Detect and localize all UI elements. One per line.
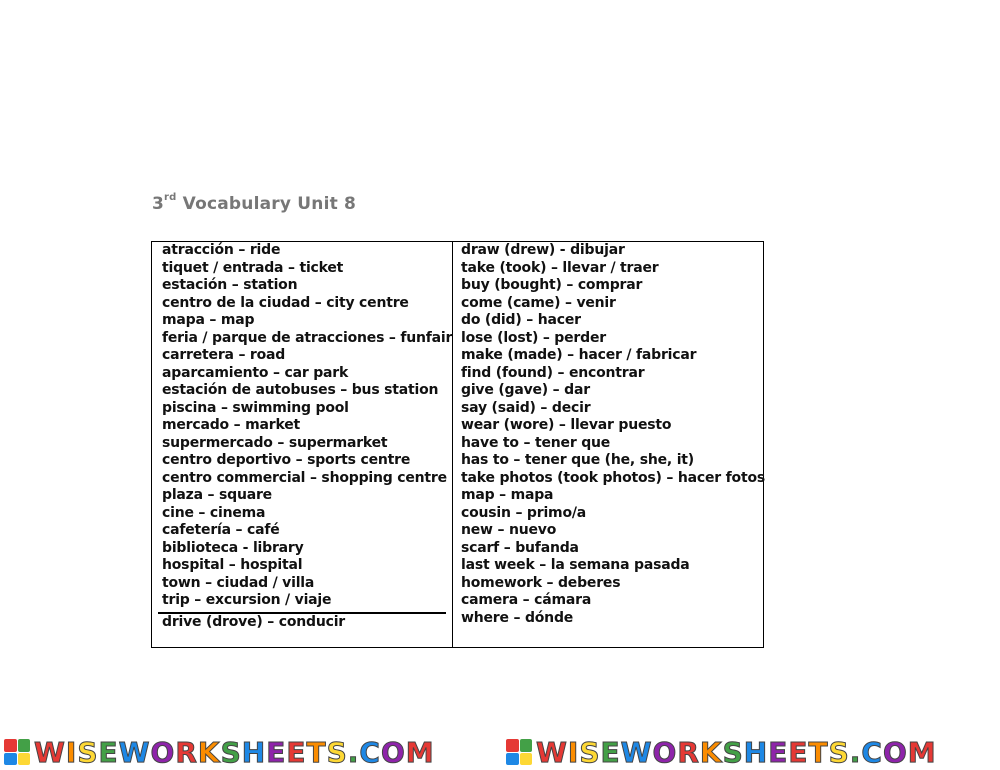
watermark-text: [34, 736, 435, 769]
vocab-item: feria / parque de atracciones – funfair: [162, 329, 453, 346]
watermark-letter: W: [118, 735, 151, 769]
watermark-logo-icon: [4, 739, 30, 765]
vocab-item: cafetería – café: [162, 522, 280, 538]
vocab-item: mercado – market: [162, 417, 300, 433]
vocab-item: take (took) – llevar / traer: [461, 259, 659, 276]
vocab-item: piscina – swimming pool: [162, 399, 349, 416]
watermark-letter: C: [861, 735, 883, 769]
vocabulary-table: [151, 241, 764, 648]
vocab-item: come (came) – venir: [461, 294, 616, 311]
vocab-item: draw (drew) - dibujar: [461, 242, 625, 258]
vocab-item: plaza – square: [162, 487, 272, 503]
watermark-letter: W: [620, 735, 653, 769]
column-divider: [452, 242, 453, 647]
vocab-item: estación de autobuses – bus station: [162, 382, 439, 398]
vocab-item-extra: drive (drove) – conducir: [162, 614, 346, 630]
vocab-item: do (did) – hacer: [461, 312, 581, 328]
logo-square: [506, 739, 519, 752]
watermark-letter: E: [286, 735, 307, 769]
watermark-letter: .: [849, 735, 862, 769]
watermark-letter: S: [220, 735, 242, 769]
watermark-letter: S: [326, 735, 348, 769]
title-ordinal-suffix: rd: [164, 192, 177, 203]
vocab-item: have to – tener que: [461, 434, 611, 451]
vocab-item: estación – station: [162, 277, 298, 293]
watermark-letter: O: [882, 735, 908, 769]
vocab-item: new – nuevo: [461, 522, 557, 538]
watermark-letter: T: [808, 735, 829, 769]
logo-square: [520, 753, 533, 766]
watermark-letter: S: [722, 735, 744, 769]
watermark-letter: W: [536, 735, 568, 769]
watermark-letter: O: [380, 735, 406, 769]
vocab-item: biblioteca - library: [162, 539, 304, 556]
vocab-item: wear (wore) – llevar puesto: [461, 417, 672, 433]
watermark-letter: T: [306, 735, 327, 769]
verbs-column: [461, 242, 766, 627]
vocab-item: take photos (took photos) – hacer fotos: [461, 469, 766, 486]
vocab-item: cousin – primo/a: [461, 504, 587, 521]
watermark-letter: W: [34, 735, 66, 769]
vocab-item: give (gave) – dar: [461, 382, 590, 398]
watermark-footer: [0, 734, 1000, 770]
vocab-item: supermercado – supermarket: [162, 434, 388, 451]
vocab-item: cine – cinema: [162, 504, 266, 521]
watermark-letter: S: [828, 735, 850, 769]
logo-square: [18, 753, 31, 766]
logo-square: [520, 739, 533, 752]
vocab-item: mapa – map: [162, 312, 255, 328]
vocab-item: aparcamiento – car park: [162, 364, 349, 381]
vocab-item: carretera – road: [162, 347, 286, 363]
watermark-letter: I: [65, 735, 78, 769]
vocab-item: scarf – bufanda: [461, 539, 579, 556]
watermark-right: [506, 736, 937, 768]
logo-square: [506, 753, 519, 766]
vocab-item: trip – excursion / viaje: [162, 592, 332, 608]
watermark-letter: .: [347, 735, 360, 769]
watermark-letter: R: [175, 735, 198, 769]
vocab-item: hospital – hospital: [162, 557, 303, 573]
watermark-letter: S: [579, 735, 601, 769]
watermark-letter: H: [743, 735, 769, 769]
watermark-letter: E: [788, 735, 809, 769]
vocab-item: has to – tener que (he, she, it): [461, 452, 694, 468]
vocab-item: centro commercial – shopping centre: [162, 469, 447, 486]
vocab-item: say (said) – decir: [461, 399, 591, 416]
vocab-item: town – ciudad / villa: [162, 574, 315, 591]
watermark-letter: O: [652, 735, 678, 769]
vocab-item: centro deportivo – sports centre: [162, 452, 411, 468]
watermark-letter: I: [567, 735, 580, 769]
vocab-item: atracción – ride: [162, 242, 281, 258]
vocab-item: camera – cámara: [461, 592, 592, 608]
watermark-letter: R: [677, 735, 700, 769]
watermark-letter: M: [405, 735, 435, 769]
title-number: 3: [152, 194, 165, 214]
watermark-letter: S: [77, 735, 99, 769]
watermark-text: [536, 736, 937, 769]
vocab-item: homework – deberes: [461, 574, 621, 591]
watermark-letter: E: [768, 735, 789, 769]
watermark-letter: E: [98, 735, 119, 769]
logo-square: [18, 739, 31, 752]
worksheet-title: [152, 194, 356, 214]
vocab-item: centro de la ciudad – city centre: [162, 294, 409, 311]
vocab-item: find (found) – encontrar: [461, 364, 645, 381]
vocab-item: lose (lost) – perder: [461, 329, 606, 346]
watermark-letter: H: [241, 735, 267, 769]
watermark-letter: E: [600, 735, 621, 769]
watermark-letter: C: [359, 735, 381, 769]
spanish-english-column: [162, 242, 453, 610]
vocab-item: last week – la semana pasada: [461, 557, 690, 573]
vocab-item: map – mapa: [461, 487, 554, 503]
watermark-letter: K: [699, 735, 723, 769]
watermark-letter: M: [907, 735, 937, 769]
vocab-item: tiquet / entrada – ticket: [162, 259, 344, 276]
watermark-letter: E: [266, 735, 287, 769]
title-text: Vocabulary Unit 8: [176, 194, 357, 214]
watermark-logo-icon: [506, 739, 532, 765]
vocab-item: buy (bought) – comprar: [461, 277, 643, 293]
watermark-letter: O: [150, 735, 176, 769]
watermark-letter: K: [197, 735, 221, 769]
vocab-item: where – dónde: [461, 609, 574, 626]
vocab-item: make (made) – hacer / fabricar: [461, 347, 697, 363]
watermark-left: [4, 736, 435, 768]
logo-square: [4, 753, 17, 766]
logo-square: [4, 739, 17, 752]
